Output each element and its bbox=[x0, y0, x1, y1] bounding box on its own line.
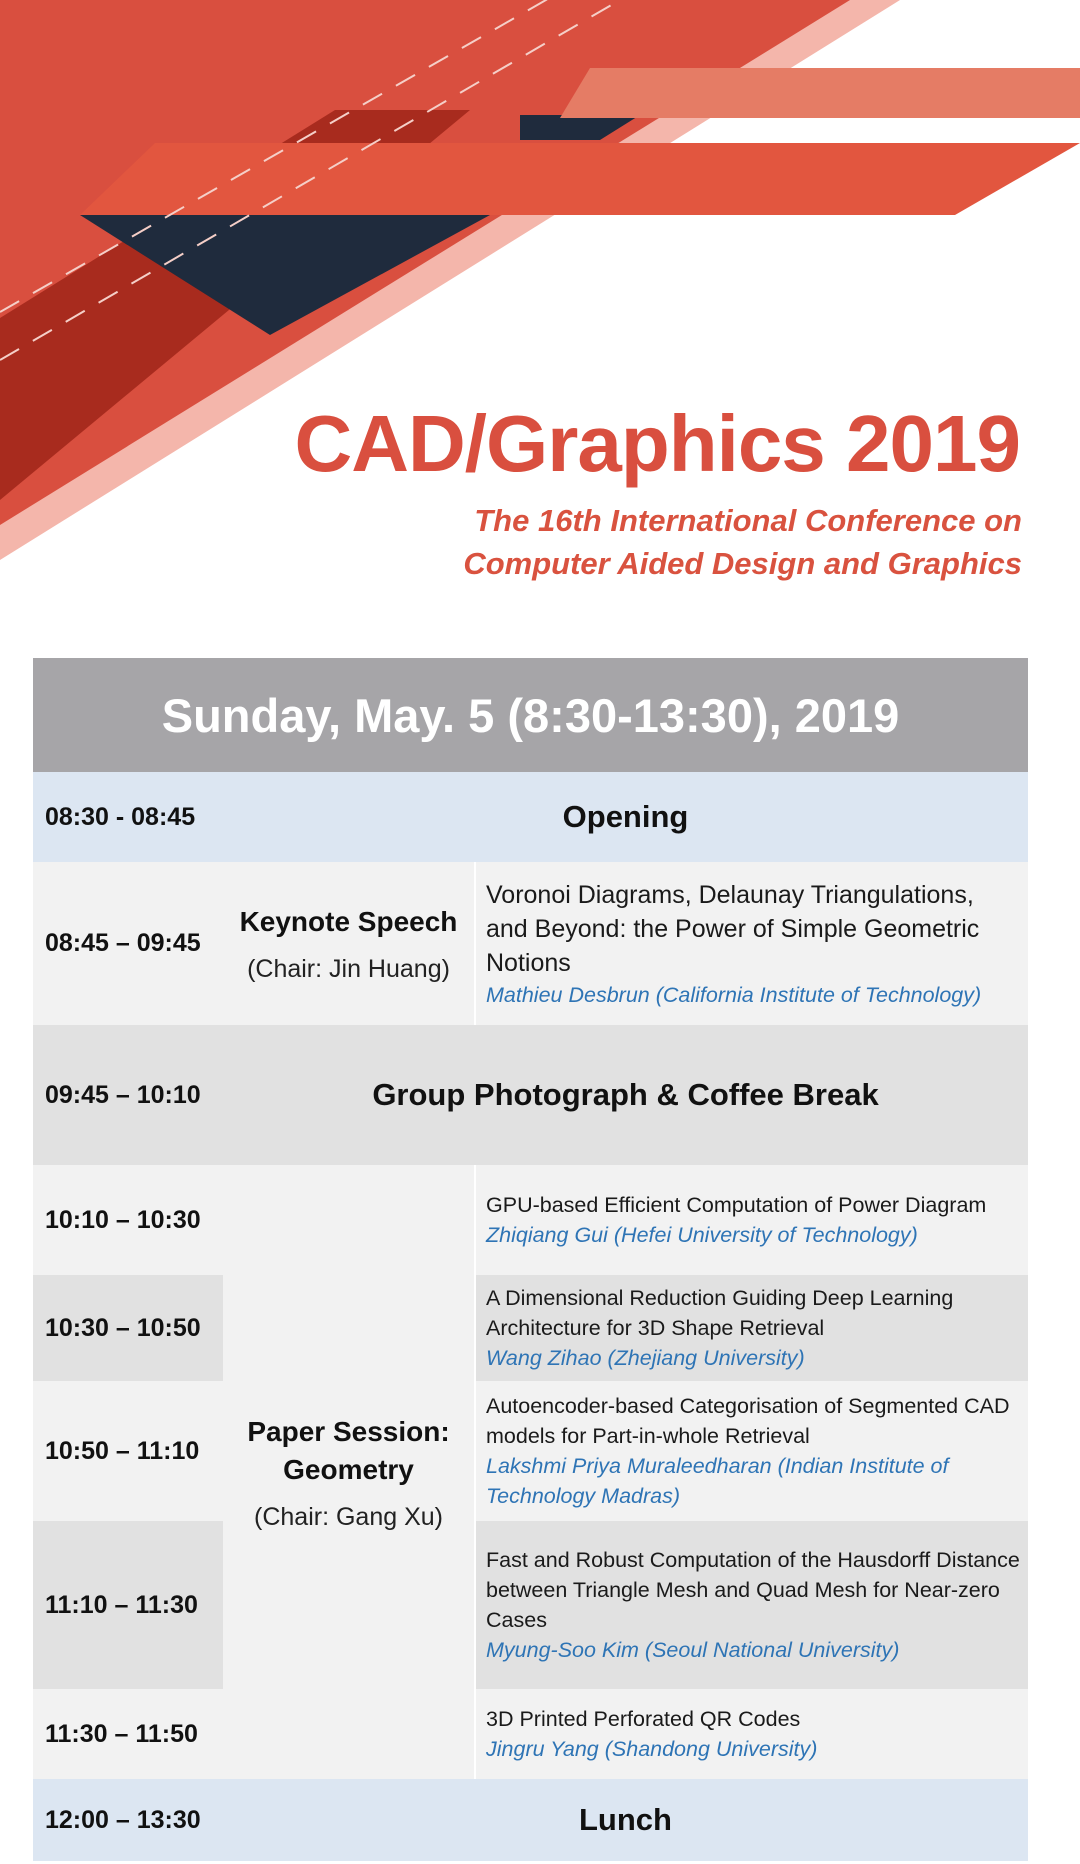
paper-author: Mathieu Desbrun (California Institute of Technology) bbox=[486, 982, 982, 1007]
keynote-row bbox=[33, 862, 1028, 1025]
session-chair: (Chair: Gang Xu) bbox=[254, 1502, 443, 1531]
paper-title: Autoencoder-based Categorisation of Segmented CAD models for Part-in-whole Retrieval bbox=[486, 1394, 1010, 1448]
paper-author: Wang Zihao (Zhejiang University) bbox=[486, 1346, 805, 1370]
time-slot: 11:30 – 11:50 bbox=[33, 1689, 223, 1779]
lunch-title: Lunch bbox=[223, 1779, 1028, 1861]
schedule-header-row bbox=[33, 658, 1028, 772]
keynote-session-cell bbox=[223, 862, 475, 1025]
paper-author: Jingru Yang (Shandong University) bbox=[486, 1737, 818, 1761]
opening-title: Opening bbox=[223, 772, 1028, 862]
time-slot: 09:45 – 10:10 bbox=[33, 1025, 223, 1165]
time-slot: 08:30 - 08:45 bbox=[33, 772, 223, 862]
break-row bbox=[33, 1025, 1028, 1165]
time-slot: 11:10 – 11:30 bbox=[33, 1521, 223, 1689]
paper-title: 3D Printed Perforated QR Codes bbox=[486, 1707, 801, 1731]
time-slot: 08:45 – 09:45 bbox=[33, 862, 223, 1025]
paper-row bbox=[33, 1689, 1028, 1779]
paper-cell bbox=[475, 1275, 1028, 1381]
paper-title: Fast and Robust Computation of the Hausdorff Distance between Triangle Mesh and Quad Mesh for Near-zero Cases bbox=[486, 1548, 1020, 1632]
session-chair: (Chair: Jin Huang) bbox=[247, 955, 450, 983]
keynote-paper-cell bbox=[475, 862, 1028, 1025]
paper-row bbox=[33, 1521, 1028, 1689]
paper-cell bbox=[475, 1165, 1028, 1275]
break-title: Group Photograph & Coffee Break bbox=[223, 1025, 1028, 1165]
paper-cell bbox=[475, 1381, 1028, 1521]
time-slot: 10:10 – 10:30 bbox=[33, 1165, 223, 1275]
paper-author: Zhiqiang Gui (Hefei University of Technology) bbox=[486, 1223, 918, 1247]
day-header: Sunday, May. 5 (8:30-13:30), 2019 bbox=[33, 658, 1028, 772]
paper-title: GPU-based Efficient Computation of Power Diagram bbox=[486, 1193, 987, 1217]
conference-subtitle-line2: Computer Aided Design and Graphics bbox=[463, 546, 1022, 581]
session-name: Paper Session: Geometry bbox=[247, 1415, 450, 1485]
paper-title: A Dimensional Reduction Guiding Deep Learning Architecture for 3D Shape Retrieval bbox=[486, 1286, 954, 1340]
paper-row bbox=[33, 1165, 1028, 1275]
paper-cell bbox=[475, 1521, 1028, 1689]
conference-subtitle-line1: The 16th International Conference on bbox=[474, 503, 1022, 538]
conference-title: CAD/Graphics 2019 bbox=[294, 399, 1020, 488]
session-name: Keynote Speech bbox=[239, 906, 458, 937]
paper-author: Lakshmi Priya Muraleedharan (Indian Institute of Technology Madras) bbox=[486, 1454, 949, 1508]
lunch-row bbox=[33, 1779, 1028, 1861]
opening-row bbox=[33, 772, 1028, 862]
time-slot: 12:00 – 13:30 bbox=[33, 1779, 223, 1861]
paper-author: Myung-Soo Kim (Seoul National University) bbox=[486, 1638, 900, 1662]
schedule-table bbox=[33, 658, 1028, 1861]
paper-row bbox=[33, 1381, 1028, 1521]
paper-cell bbox=[475, 1689, 1028, 1779]
paper-row bbox=[33, 1275, 1028, 1381]
paper-title: Voronoi Diagrams, Delaunay Triangulations, and Beyond: the Power of Simple Geometric Notions bbox=[486, 880, 980, 977]
time-slot: 10:50 – 11:10 bbox=[33, 1381, 223, 1521]
time-slot: 10:30 – 10:50 bbox=[33, 1275, 223, 1381]
paper-session-cell bbox=[223, 1165, 475, 1779]
